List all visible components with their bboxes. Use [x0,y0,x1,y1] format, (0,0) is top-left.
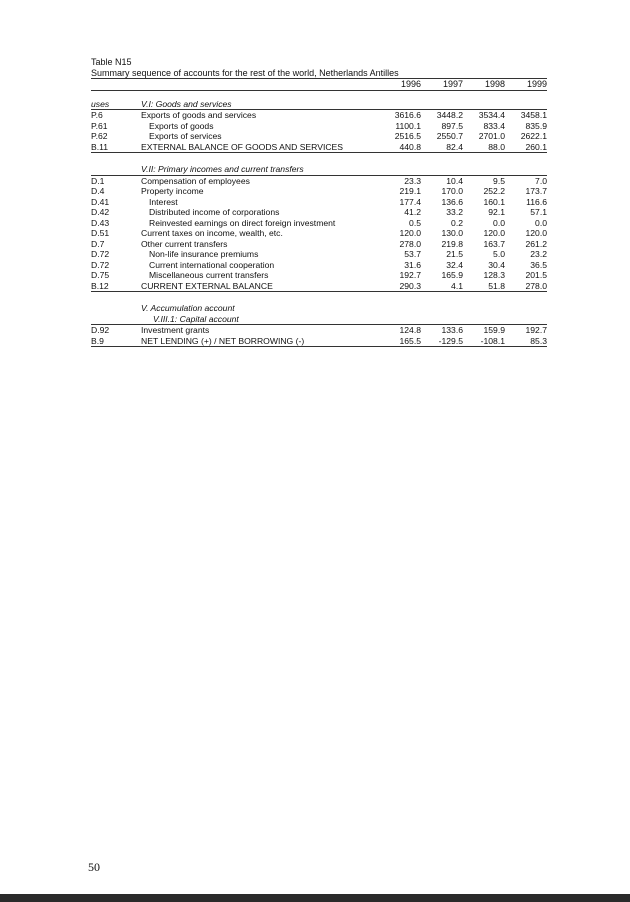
value-1996: 41.2 [404,207,421,217]
row-code: D.72 [91,259,110,270]
value-1998: 30.4 [488,259,505,270]
year-header-row [91,79,547,91]
row-label: CURRENT EXTERNAL BALANCE [141,280,273,291]
value-1996: 120.0 [399,228,421,238]
section-heading [91,164,547,176]
section-heading [91,99,547,111]
row-code: D.43 [91,217,110,228]
value-1996: 23.3 [404,175,421,186]
table-row [91,336,547,348]
row-code: D.4 [91,186,105,196]
row-label: Property income [141,186,204,196]
row-code: D.41 [91,196,110,207]
row-label: EXTERNAL BALANCE OF GOODS AND SERVICES [141,141,344,152]
value-1997: 0.2 [451,217,463,228]
spacer [91,292,547,303]
row-label: Reinvested earnings on direct foreign investment [149,217,336,228]
row-code: B.12 [91,280,109,291]
row-code: B.11 [91,141,109,152]
value-1998: 160.1 [483,196,505,207]
row-label: Investment grants [141,325,210,335]
row-code: D.7 [91,238,105,249]
table-row [91,228,547,239]
value-1998: -108.1 [480,335,505,346]
row-label: Interest [149,196,178,207]
value-1996: 219.1 [399,186,421,196]
page-number: 50 [88,860,100,874]
table-row [91,110,547,121]
table-row [91,270,547,281]
value-1999: 116.6 [526,196,547,207]
value-1999: 173.7 [525,186,547,196]
value-1998: 51.8 [488,280,505,291]
value-1996: 192.7 [399,270,421,280]
value-1996: 165.5 [399,335,421,346]
value-1999: 835.9 [525,120,547,131]
value-1999: 2622.1 [520,131,547,141]
row-label: Current international cooperation [149,259,275,270]
section-subtitle: V.III.1: Capital account [153,313,239,324]
code-spacer [91,314,141,325]
value-1998: 159.9 [483,325,505,335]
value-1997: 10.4 [446,175,463,186]
table-row [91,197,547,208]
value-1998: 88.0 [488,141,505,152]
spacer [91,153,547,164]
value-1998: 9.5 [493,175,505,186]
section-subheading [91,314,547,326]
row-label: Compensation of employees [141,175,250,186]
uses-label: uses [91,98,110,109]
value-1999: 260.1 [525,141,547,152]
value-1999: 261.2 [525,238,547,249]
value-1996: 278.0 [399,238,421,249]
year-1997: 1997 [442,79,463,89]
row-label: Miscellaneous current transfers [149,270,269,280]
summary-table [91,57,547,347]
value-1998: 2701.0 [478,131,505,141]
table-row [91,281,547,293]
row-label: Current taxes on income, wealth, etc. [141,228,283,238]
table-row [91,260,547,271]
value-1999: 201.5 [525,270,547,280]
value-1998: 5.0 [493,249,505,259]
value-1996: 1100.1 [395,120,421,131]
value-1997: 165.9 [441,270,463,280]
year-1998: 1998 [484,79,505,89]
row-code: D.1 [91,175,105,186]
row-code: D.51 [91,228,110,238]
row-label: Exports of goods [149,120,214,131]
value-1996: 31.6 [404,259,421,270]
table-body [91,91,547,348]
value-1997: 136.6 [441,196,463,207]
value-1996: 53.7 [404,249,421,259]
value-1999: 3458.1 [520,110,547,120]
section-title: V. Accumulation account [141,303,235,313]
row-code: D.75 [91,270,110,280]
value-1996: 3616.6 [394,110,421,120]
table-title: Summary sequence of accounts for the rest of the world, Netherlands Antilles [91,68,547,80]
value-1999: 23.2 [530,249,547,259]
value-1997: 32.4 [446,259,463,270]
code-spacer [91,164,141,175]
value-1997: 133.6 [441,325,463,335]
section-heading [91,303,547,314]
section-title: V.II: Primary incomes and current transfers [141,164,304,174]
row-label: Non-life insurance premiums [149,249,259,259]
row-code: D.92 [91,325,110,335]
row-code: P.62 [91,131,108,141]
value-1998: 833.4 [483,120,505,131]
scan-edge [0,894,630,902]
table-row [91,239,547,250]
value-1998: 120.0 [483,228,505,238]
value-1996: 2516.5 [394,131,421,141]
value-1996: 177.4 [399,196,421,207]
table-row [91,249,547,260]
value-1996: 0.5 [409,217,421,228]
row-code: B.9 [91,335,104,346]
row-label: Exports of goods and services [141,110,257,120]
value-1999: 36.5 [530,259,547,270]
value-1998: 92.1 [488,207,505,217]
row-code: D.72 [91,249,110,259]
table-row [91,207,547,218]
value-1997: 21.5 [446,249,463,259]
table-row [91,121,547,132]
value-1997: 4.1 [451,280,463,291]
value-1998: 163.7 [483,238,505,249]
table-row [91,186,547,197]
value-1997: 33.2 [446,207,463,217]
value-1996: 124.8 [399,325,421,335]
value-1997: 170.0 [441,186,463,196]
row-label: Other current transfers [141,238,228,249]
table-row [91,176,547,187]
table-row [91,131,547,142]
table-row [91,325,547,336]
section-title: V.I: Goods and services [141,98,232,109]
value-1997: 3448.2 [436,110,463,120]
code-spacer [91,303,141,314]
year-1999: 1999 [526,79,547,89]
spacer [91,91,547,99]
value-1999: 0.0 [535,217,547,228]
value-1997: 2550.7 [436,131,463,141]
table-row [91,142,547,154]
row-code: P.6 [91,110,103,120]
value-1997: 82.4 [446,141,463,152]
value-1999: 120.0 [525,228,547,238]
value-1997: -129.5 [438,335,463,346]
value-1998: 0.0 [493,217,505,228]
value-1997: 219.8 [441,238,463,249]
value-1999: 57.1 [530,207,547,217]
year-1996: 1996 [400,79,421,89]
table-id: Table N15 [91,57,132,67]
row-label: NET LENDING (+) / NET BORROWING (-) [141,335,305,346]
value-1998: 128.3 [483,270,505,280]
value-1997: 897.5 [441,120,463,131]
value-1999: 192.7 [525,325,547,335]
value-1996: 290.3 [399,280,421,291]
value-1999: 7.0 [535,175,547,186]
table-row [91,218,547,229]
value-1998: 3534.4 [478,110,505,120]
value-1999: 278.0 [525,280,547,291]
row-label: Distributed income of corporations [149,207,280,217]
row-code: P.61 [91,120,108,131]
value-1997: 130.0 [441,228,463,238]
row-label: Exports of services [149,131,222,141]
value-1996: 440.8 [399,141,421,152]
row-code: D.42 [91,207,110,217]
value-1998: 252.2 [483,186,505,196]
value-1999: 85.3 [530,335,547,346]
